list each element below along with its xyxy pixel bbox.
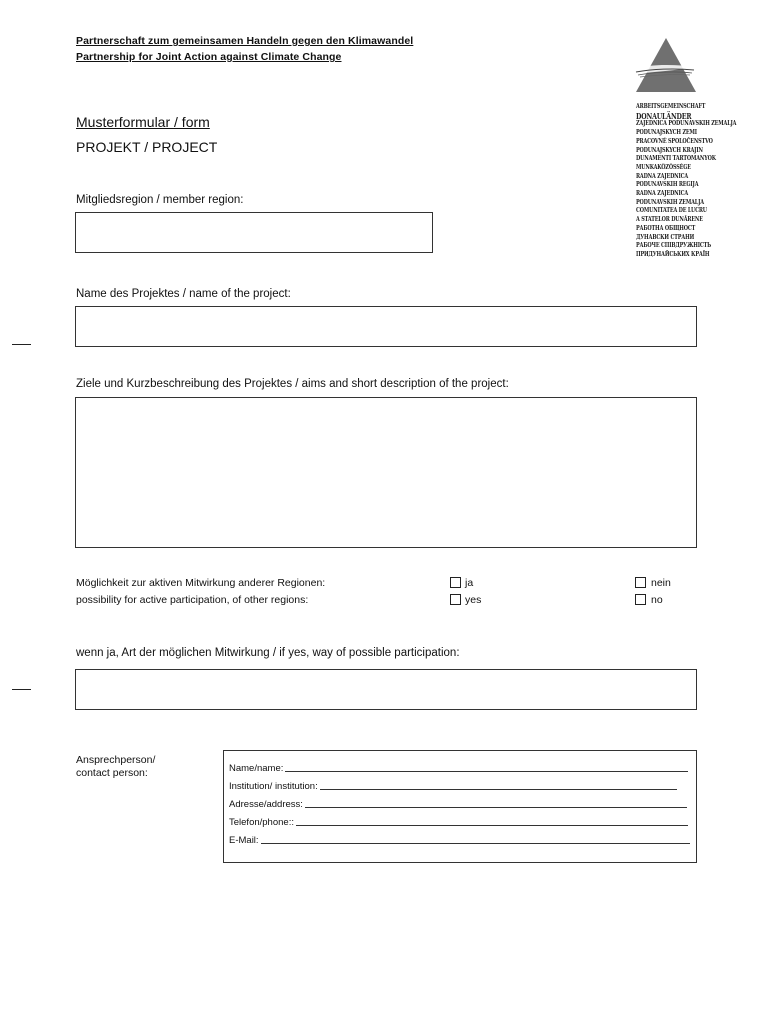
- contact-address-line[interactable]: [305, 807, 687, 808]
- contact-email-row[interactable]: [229, 832, 688, 846]
- no-checkbox[interactable]: [635, 594, 646, 605]
- header-title-de: Partnerschaft zum gemeinsamen Handeln gegen den Klimawandel: [76, 35, 414, 47]
- form-title: Musterformular / form: [76, 114, 210, 130]
- header-title-en: Partnership for Joint Action against Climate Change: [76, 51, 342, 63]
- logo-line: ARBEITSGEMEINSCHAFT: [636, 103, 706, 110]
- aims-label: Ziele und Kurzbeschreibung des Projektes / aims and short description of the project:: [76, 378, 509, 390]
- yes-label: yes: [465, 594, 482, 606]
- margin-mark: [12, 344, 31, 345]
- logo-line: ZAJEDNICA PODUNAVSKIH ZEMALJA: [636, 120, 737, 128]
- contact-name-label: Name/name:: [229, 763, 284, 774]
- logo-line: PODUNAJSKÝCH KRAJÍN: [636, 146, 703, 154]
- contact-name-row[interactable]: [229, 760, 688, 774]
- logo-line: РАБОТНА ОБЩНОСТ: [636, 224, 696, 232]
- no-label: no: [651, 594, 663, 606]
- contact-person-label-1: Ansprechperson/: [76, 754, 156, 766]
- logo-line: COMUNITATEA DE LUCRU: [636, 207, 707, 215]
- contact-phone-row[interactable]: [229, 814, 688, 828]
- member-region-label: Mitgliedsregion / member region:: [76, 194, 244, 206]
- logo-line: ПРИДУНАЙСЬКИХ КРАЇН: [636, 250, 710, 258]
- project-title: PROJEKT / PROJECT: [76, 139, 218, 155]
- nein-checkbox[interactable]: [635, 577, 646, 588]
- logo-line: PODUNAVSKIH ZEMALJA: [636, 198, 704, 206]
- logo-line: RADNA ZAJEDNICA: [636, 190, 689, 198]
- contact-email-label: E-Mail:: [229, 835, 259, 846]
- contact-address-label: Adresse/address:: [229, 799, 303, 810]
- ja-checkbox[interactable]: [450, 577, 461, 588]
- logo-line: DONAULÄNDER: [636, 110, 692, 121]
- contact-phone-line[interactable]: [296, 825, 688, 826]
- margin-mark: [12, 689, 31, 690]
- logo-text-block: [636, 103, 737, 260]
- logo-line: RADNA ZAJEDNICA: [636, 172, 689, 180]
- aims-description-field[interactable]: [75, 397, 697, 548]
- participation-way-label: wenn ja, Art der möglichen Mitwirkung / if yes, way of possible participation:: [76, 647, 460, 659]
- logo-line: ДУНАВСКИ СТРАНИ: [636, 233, 695, 241]
- contact-institution-line[interactable]: [320, 789, 677, 790]
- logo-line: DUNAMENTI TARTOMÁNYOK: [636, 155, 716, 163]
- participation-label-en: possibility for active participation, of other regions:: [76, 594, 309, 606]
- organization-logo: [632, 36, 700, 96]
- project-name-label: Name des Projektes / name of the project:: [76, 288, 291, 300]
- participation-label-de: Möglichkeit zur aktiven Mitwirkung anderer Regionen:: [76, 577, 326, 589]
- member-region-field[interactable]: [75, 212, 433, 253]
- logo-line: PRACOVNÉ SPOLOČENSTVO: [636, 137, 713, 145]
- logo-line: A STATELOR DUNĂRENE: [636, 216, 703, 224]
- ja-label: ja: [465, 577, 474, 589]
- contact-institution-label: Institution/ institution:: [229, 781, 318, 792]
- logo-line: MUNKAKÖZÖSSÉGE: [636, 163, 691, 171]
- contact-institution-row[interactable]: [229, 778, 688, 792]
- nein-label: nein: [651, 577, 671, 589]
- logo-line: РАБОЧЕ СПІВДРУЖНІСТЬ: [636, 242, 712, 250]
- logo-line: PODUNAJSKÝCH ZEMÍ: [636, 129, 697, 137]
- project-name-field[interactable]: [75, 306, 697, 347]
- contact-person-box: [223, 750, 697, 863]
- contact-name-line[interactable]: [285, 771, 688, 772]
- participation-way-field[interactable]: [75, 669, 697, 710]
- contact-address-row[interactable]: [229, 796, 688, 810]
- yes-checkbox[interactable]: [450, 594, 461, 605]
- contact-email-line[interactable]: [261, 843, 690, 844]
- contact-phone-label: Telefon/phone::: [229, 817, 294, 828]
- contact-person-label-2: contact person:: [76, 767, 148, 779]
- logo-line: PODUNAVSKIH REGIJA: [636, 181, 699, 189]
